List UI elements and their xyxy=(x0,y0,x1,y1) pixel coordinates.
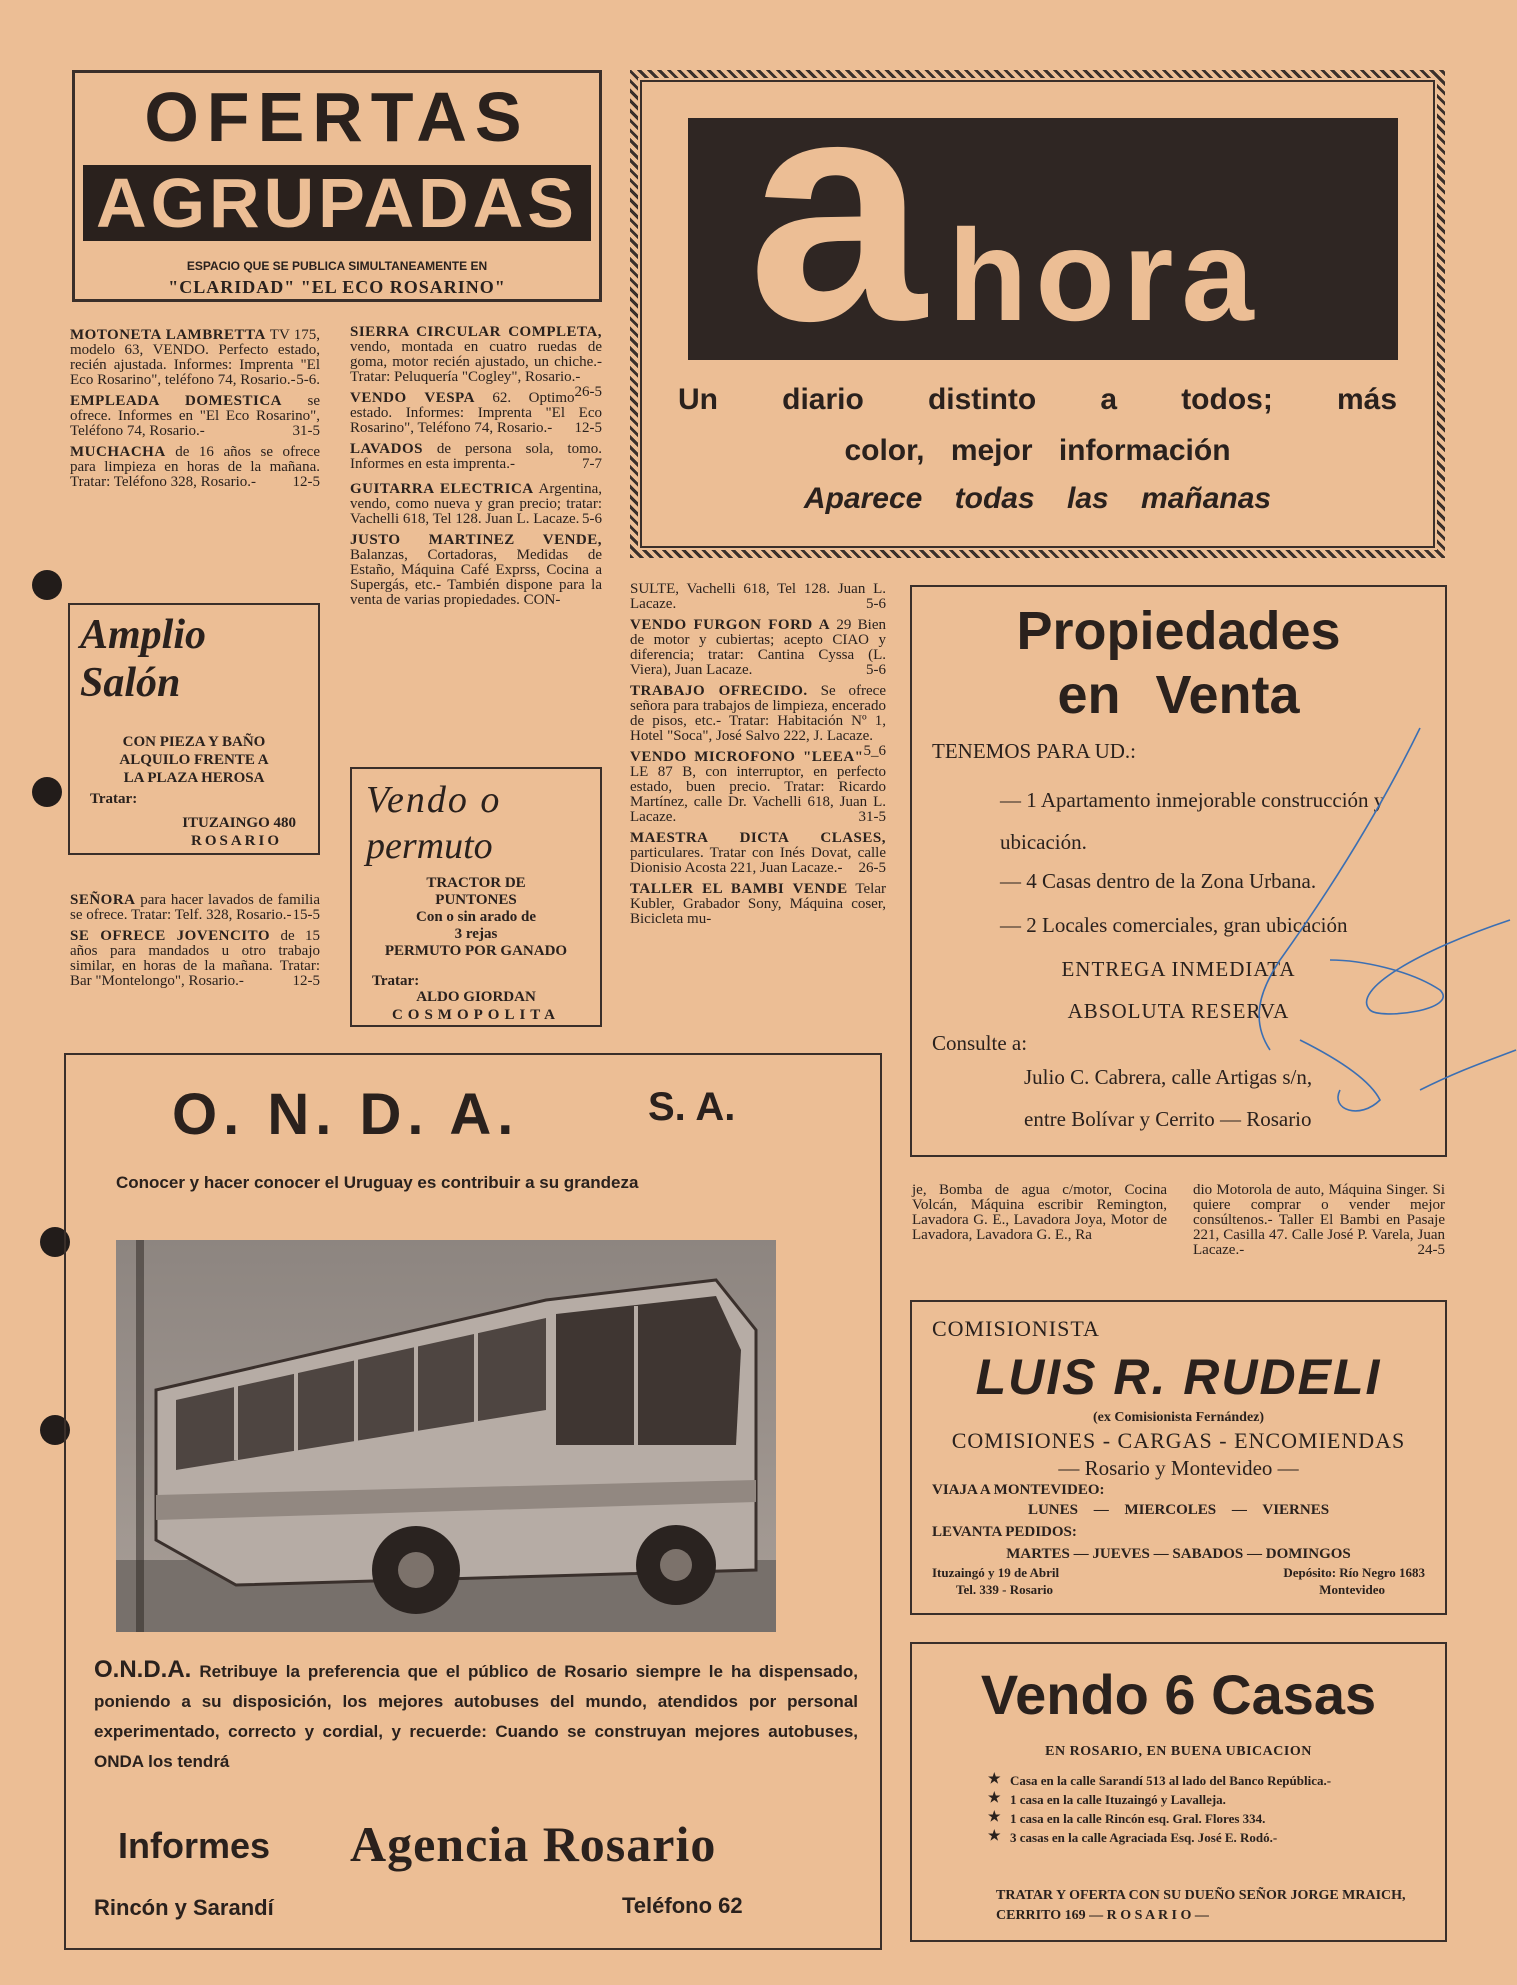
salon-address: ITUZAINGO 480 xyxy=(182,815,296,831)
propiedades-intro: TENEMOS PARA UD.: xyxy=(932,739,1137,763)
propiedades-reserva: ABSOLUTA RESERVA xyxy=(1067,999,1290,1023)
classified-item: SE OFRECE JOVENCITO de 15 años para mandados u otro trabajo similar, en horas de la mañana. Tratar: Bar "Montelongo", Rosario.- 12-5 xyxy=(70,928,320,989)
classified-item: TRABAJO OFRECIDO. Se ofrece señora para trabajos de limpieza, encerado de pisos, etc.- Tratar: Habitación Nº 1, Hotel "Soca", José Salvo 222, J. Lacaze. 5_6 xyxy=(630,683,886,759)
onda-agencia: Agencia Rosario xyxy=(350,1816,717,1872)
propiedades-item: — 2 Locales comerciales, gran ubicación xyxy=(1000,913,1348,937)
ahora-logo-a: a xyxy=(748,118,926,360)
onda-sa: S. A. xyxy=(648,1085,736,1129)
classified-item: TALLER EL BAMBI VENDE Telar Kubler, Grabador Sony, Máquina coser, Bicicleta mu- xyxy=(630,881,887,927)
salon-city: ROSARIO xyxy=(190,833,282,849)
casas-item: ★ 1 casa en la calle Rincón esq. Gral. Flores 334. xyxy=(988,1811,1425,1827)
vendo-title: Vendo o permuto xyxy=(366,779,502,867)
ahora-line1: Un diario distinto a todos; más xyxy=(678,383,1397,416)
ofertas-title: OFERTAS xyxy=(144,78,530,156)
casas-item: ★ 1 casa en la calle Ituzaingó y Lavalleja. xyxy=(988,1792,1425,1808)
classified-item: MOTONETA LAMBRETTA TV 175, modelo 63, VENDO. Perfecto estado, recién ajustada. Informes: Imprenta "El Eco Rosarino", teléfono 74, Rosario.- 5-6. xyxy=(70,327,321,388)
ofertas-papers: "CLARIDAD" "EL ECO ROSARINO" xyxy=(168,277,506,297)
vendo-tratar: Tratar: xyxy=(372,973,420,989)
propiedades-contact: Julio C. Cabrera, calle Artigas s/n, xyxy=(1024,1065,1313,1089)
classified-item: EMPLEADA DOMESTICA se ofrece. Informes en "El Eco Rosarino", Teléfono 74, Rosario.- 31-5 xyxy=(70,393,320,439)
classified-item: LAVADOS de persona sola, tomo. Informes en esta imprenta.- 7-7 xyxy=(350,441,602,472)
classified-item: SIERRA CIRCULAR COMPLETA, vendo, montada en cuatro ruedas de goma, motor recién ajustado, un chiche.- Tratar: Peluquería "Cogley", Rosario.- 26-5 xyxy=(350,324,602,400)
classified-item: MUCHACHA de 16 años se ofrece para limpieza en horas de la mañana. Tratar: Teléfono 328, Rosario.- 12-5 xyxy=(70,444,320,490)
classified-item: VENDO MICROFONO "LEEA" LE 87 B, con interruptor, en perfecto estado, buen precio. Tratar: Ricardo Martínez, calle Dr. Vachelli 618, Juan L. Lacaze. 31-5 xyxy=(630,749,886,825)
ofertas-header xyxy=(72,70,602,302)
salon-title: Amplio Salón xyxy=(80,612,207,706)
vendo-line: 3 rejas xyxy=(454,926,498,942)
vendo-permuto-ad xyxy=(350,767,602,1027)
propiedades-item: — 4 Casas dentro de la Zona Urbana. xyxy=(1000,869,1317,893)
onda-phone: Teléfono 62 xyxy=(622,1893,743,1918)
punch-hole xyxy=(32,777,62,807)
rudeli-left-addr: Ituzaingó y 19 de Abril Tel. 339 - Rosario xyxy=(932,1565,1060,1597)
classifieds-col2 xyxy=(350,325,602,614)
classifieds-col4b: dio Motorola de auto, Máquina Singer. Si quiere comprar o vender mejor consúltenos.- Taller El Bambi en Pasaje 221, Casilla 47. Calle José P. Varela, Juan Lacaze.- 24-5 xyxy=(1193,1182,1445,1258)
classified-item: MAESTRA DICTA CLASES, particulares. Tratar con Inés Dovat, calle Dionisio Acosta 221, Juan Lacaze.- 26-5 xyxy=(630,830,886,876)
classifieds-col1b xyxy=(70,893,320,995)
salon-tratar: Tratar: xyxy=(90,791,138,807)
propiedades-contact: entre Bolívar y Cerrito — Rosario xyxy=(1024,1107,1312,1131)
salon-line: ALQUILO FRENTE A xyxy=(119,752,269,768)
punch-hole xyxy=(32,570,62,600)
casas-ad xyxy=(910,1642,1447,1942)
rudeli-route: — Rosario y Montevideo — xyxy=(1058,1456,1299,1480)
salon-line: LA PLAZA HEROSA xyxy=(123,770,265,786)
classifieds-col3 xyxy=(630,582,886,933)
vendo-line: Con o sin arado de xyxy=(415,909,537,925)
onda-body: O.N.D.A. Retribuye la preferencia que el público de Rosario siempre le ha dispensado, poniendo a su disposición, los mejores autobuses del mundo, atendidos por personal experimentado, correcto y cordial, y recuerde: Cuando se construyan mejores autobuses, ONDA los tendrá xyxy=(94,1656,858,1771)
vendo-place: COSMOPOLITA xyxy=(391,1007,561,1023)
amplio-salon-ad xyxy=(68,603,320,855)
casas-subtitle: EN ROSARIO, EN BUENA UBICACION xyxy=(1045,1744,1312,1759)
ahora-ad xyxy=(630,70,1445,558)
propiedades-item: — 1 Apartamento inmejorable construcción y ubicación. xyxy=(1000,788,1385,854)
divider-rule xyxy=(64,1053,882,1055)
onda-address: Rincón y Sarandí xyxy=(94,1895,274,1920)
vendo-line: PUNTONES xyxy=(435,892,517,908)
casas-title: Vendo 6 Casas xyxy=(980,1663,1377,1726)
classified-item: VENDO FURGON FORD A 29 Bien de motor y cubiertas; acepto CIAO y diferencia; tratar: Cantina Cyssa (L. Viera), Juan Lacaze. 5-6 xyxy=(630,617,886,678)
onda-slogan: Conocer y hacer conocer el Uruguay es contribuir a su grandeza xyxy=(116,1173,639,1192)
casas-item: ★ Casa en la calle Sarandí 513 al lado del Banco República.- xyxy=(988,1773,1425,1789)
casas-list xyxy=(988,1770,1425,1849)
propiedades-consulte: Consulte a: xyxy=(932,1031,1028,1055)
vendo-line: TRACTOR DE xyxy=(426,875,526,891)
classified-item: GUITARRA ELECTRICA Argentina, vendo, como nueva y gran precio; tratar: Vachelli 618, Tel 128. Juan L. Lacaze. 5-6 xyxy=(350,481,602,527)
pen-scribble xyxy=(1180,720,1517,1140)
agrupadas-title: AGRUPADAS xyxy=(83,165,591,241)
classifieds-col1 xyxy=(70,328,320,496)
rudeli-ad xyxy=(910,1300,1447,1615)
rudeli-days1: LUNES — MIERCOLES — VIERNES xyxy=(1027,1502,1330,1518)
onda-title: O. N. D. A. xyxy=(172,1082,520,1147)
onda-ad xyxy=(64,1055,882,1950)
ofertas-subtitle: ESPACIO QUE SE PUBLICA SIMULTANEAMENTE EN xyxy=(186,259,488,273)
classified-item: SULTE, Vachelli 618, Tel 128. Juan L. Lacaze. 5-6 xyxy=(630,581,886,612)
ahora-logo-block xyxy=(688,118,1398,360)
salon-line: CON PIEZA Y BAÑO xyxy=(122,734,266,750)
vendo-line: PERMUTO POR GANADO xyxy=(384,943,568,959)
rudeli-right-addr: Depósito: Río Negro 1683 Montevideo xyxy=(1283,1565,1425,1597)
classified-item: VENDO VESPA 62. Optimo estado. Informes: Imprenta "El Eco Rosarino", Teléfono 74, Rosario.- 12-5 xyxy=(350,390,602,436)
rudeli-name: LUIS R. RUDELI xyxy=(975,1349,1382,1405)
rudeli-services: COMISIONES - CARGAS - ENCOMIENDAS xyxy=(951,1428,1406,1453)
propiedades-entrega: ENTREGA INMEDIATA xyxy=(1061,957,1296,981)
ahora-line3: Aparece todas las mañanas xyxy=(803,482,1272,515)
bus-photo xyxy=(116,1240,776,1632)
rudeli-days2: MARTES — JUEVES — SABADOS — DOMINGOS xyxy=(1006,1546,1351,1562)
propiedades-title: Propiedades en Venta xyxy=(1016,601,1341,725)
rudeli-header: COMISIONISTA xyxy=(932,1316,1100,1341)
ahora-line2: color, mejor información xyxy=(844,434,1231,467)
casas-item: ★ 3 casas en la calle Agraciada Esq. José E. Rodó.- xyxy=(988,1830,1425,1846)
rudeli-ex: (ex Comisionista Fernández) xyxy=(1092,1410,1265,1425)
classified-item: JUSTO MARTINEZ VENDE, Balanzas, Cortadoras, Medidas de Estaño, Máquina Café Exprss, Cocina a Supergás, etc.- También dispone para la venta de varias propiedades. CON- xyxy=(350,532,602,608)
casas-footer: TRATAR Y OFERTA CON SU DUEÑO SEÑOR JORGE MRAICH, CERRITO 169 — R O S A R I O — xyxy=(996,1888,1406,1923)
ahora-logo-rest: hora xyxy=(948,202,1262,348)
classified-item: SEÑORA para hacer lavados de familia se ofrece. Tratar: Telf. 328, Rosario.- 15-5 xyxy=(70,892,320,923)
onda-informes: Informes xyxy=(118,1825,271,1866)
rudeli-levanta: LEVANTA PEDIDOS: xyxy=(932,1524,1077,1540)
rudeli-viaja: VIAJA A MONTEVIDEO: xyxy=(932,1482,1105,1498)
classifieds-col4a: je, Bomba de agua c/motor, Cocina Volcán, Máquina escribir Remington, Lavadora G. E., Lavadora Joya, Motor de Lavadora, Lavadora G. E., Ra xyxy=(912,1182,1167,1243)
vendo-name: ALDO GIORDAN xyxy=(416,989,536,1005)
